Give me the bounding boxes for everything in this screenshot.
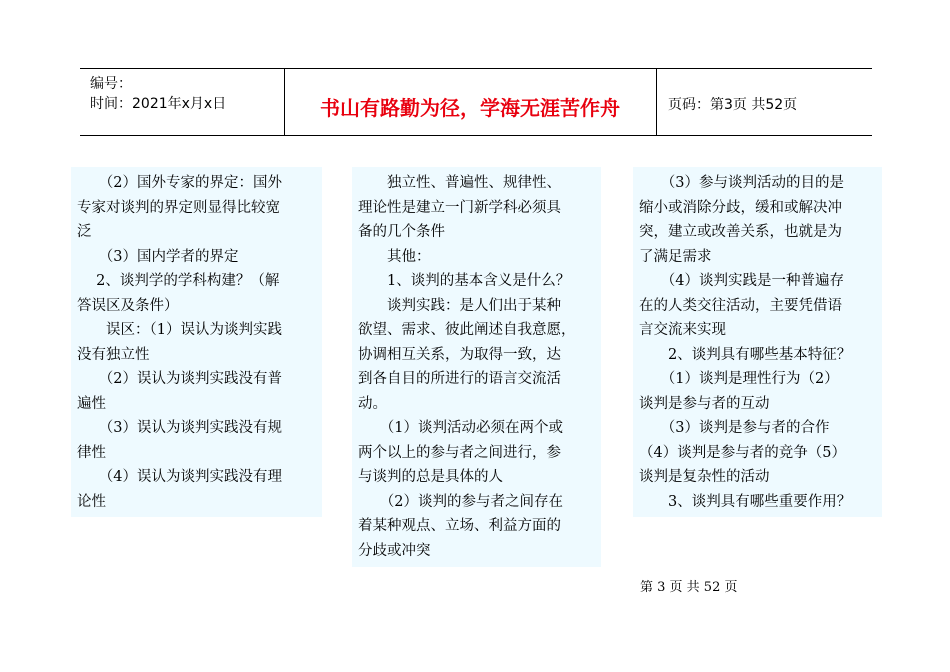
text-column-1: [71, 167, 322, 517]
page-header: [80, 68, 872, 136]
text-line: 着某种观点、立场、利益方面的: [358, 518, 561, 534]
text-line: 谈判是参与者的互动: [639, 395, 770, 412]
text-column-3: [633, 167, 882, 517]
text-line: （1）谈判是理性行为（2）: [639, 371, 839, 387]
text-line: 专家对谈判的界定则显得比较宽: [77, 199, 280, 216]
text-line: （2）谈判的参与者之间存在: [358, 493, 563, 510]
header-bottom-rule: [80, 135, 872, 136]
text-line: 与谈判的总是具体的人: [358, 469, 503, 485]
text-line: （1）谈判活动必须在两个或: [358, 420, 563, 436]
text-line: （2）误认为谈判实践没有普: [77, 371, 282, 387]
text-line: （4）谈判是参与者的竞争（5）: [639, 444, 846, 461]
text-line: 两个以上的参与者之间进行，参: [358, 444, 561, 461]
text-line: 理论性是建立一门新学科必须具: [358, 199, 561, 216]
text-line: 在的人类交往活动，主要凭借语: [639, 297, 842, 314]
text-line: 3、谈判具有哪些重要作用？: [639, 493, 852, 510]
text-line: 1、谈判的基本含义是什么？: [358, 273, 571, 289]
text-line: （3）参与谈判活动的目的是: [639, 175, 844, 191]
header-meta: [90, 74, 226, 114]
text-line: 言交流来实现: [639, 322, 726, 338]
text-line: 突，建立或改善关系，也就是为: [639, 224, 842, 240]
text-line: 分歧或冲突: [358, 542, 431, 559]
text-line: 没有独立性: [77, 346, 150, 363]
text-line: 备的几个条件: [358, 224, 445, 240]
header-top-rule: [80, 68, 872, 69]
text-line: （3）误认为谈判实践没有规: [77, 420, 282, 436]
text-line: 论性: [77, 493, 106, 510]
text-line: 欲望、需求、彼此阐述自我意愿，: [358, 322, 576, 338]
text-line: 2、谈判具有哪些基本特征？: [639, 346, 852, 363]
text-line: 动。: [358, 395, 387, 412]
text-line: 谈判实践：是人们出于某种: [358, 297, 561, 314]
text-line: 了满足需求: [639, 248, 712, 265]
header-motto: 书山有路勤为径，学海无涯苦作舟: [320, 96, 620, 120]
text-line: 答误区及条件）: [77, 297, 179, 314]
text-line: 泛: [77, 224, 92, 240]
text-line: （4）谈判实践是一种普遍存: [639, 273, 844, 289]
text-line: 缩小或消除分歧，缓和或解决冲: [639, 199, 842, 216]
text-line: 误区：（1）误认为谈判实践: [77, 322, 282, 338]
text-column-2: [352, 167, 601, 567]
page-footer: 第 3 页 共 52 页: [640, 580, 738, 595]
text-line: （3）国内学者的界定: [77, 248, 239, 265]
text-line: 谈判是复杂性的活动: [639, 469, 770, 485]
text-line: 遍性: [77, 395, 106, 412]
text-line: （3）谈判是参与者的合作: [639, 420, 830, 436]
text-line: 到各自目的所进行的语言交流活: [358, 371, 561, 387]
doc-number-label: 编号：: [90, 76, 132, 92]
doc-time-label: 时间：2021年x月x日: [90, 96, 227, 112]
text-line: （2）国外专家的界定：国外: [77, 175, 282, 191]
text-line: 协调相互关系，为取得一致，达: [358, 346, 561, 363]
text-line: （4）误认为谈判实践没有理: [77, 469, 282, 485]
header-page-number: 页码：第3页 共52页: [668, 97, 798, 113]
text-line: 独立性、普遍性、规律性、: [358, 175, 561, 191]
header-divider-right: [656, 68, 657, 136]
text-line: 2、谈判学的学科构建？（解: [77, 273, 280, 289]
text-line: 律性: [77, 444, 106, 461]
text-line: 其他：: [358, 248, 431, 265]
